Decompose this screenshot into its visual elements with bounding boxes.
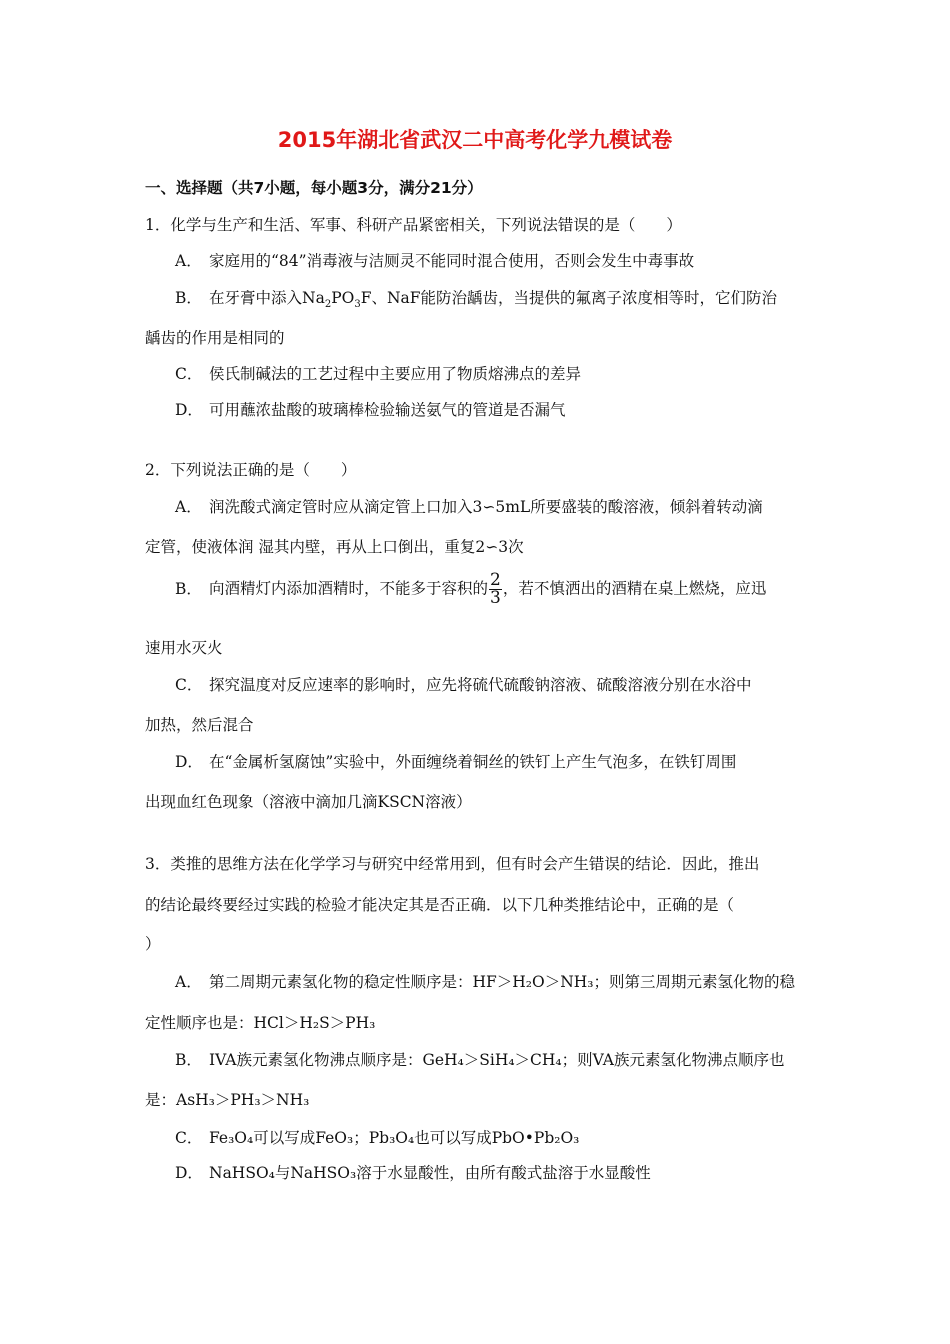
- section-heading: 一、选择题（共7小题，每小题3分，满分21分）: [145, 179, 483, 197]
- option-letter: D．: [175, 401, 203, 419]
- option-letter: A．: [175, 252, 202, 270]
- q2-option-a-text: 润洗酸式滴定管时应从滴定管上口加入3∽5mL所要盛装的酸溶液，倾斜着转动滴: [209, 498, 763, 516]
- q2-option-b-text-1: 向酒精灯内添加酒精时，不能多于容积的: [209, 579, 489, 598]
- option-letter: C．: [175, 676, 203, 694]
- q1-option-b-text-3: F、NaF能防治龋齿，当提供的氟离子浓度相等时，它们防治: [360, 289, 778, 307]
- subscript: 3: [354, 299, 361, 311]
- q3-option-c: [175, 1126, 579, 1148]
- q3-option-b-text: IVA族元素氢化物沸点顺序是：GeH₄＞SiH₄＞CH₄；则VA族元素氢化物沸点顺序也: [209, 1051, 785, 1069]
- q3-stem-1: 3．类推的思维方法在化学学习与研究中经常用到，但有时会产生错误的结论．因此，推出: [145, 855, 760, 873]
- q1-option-d-text: 可用蘸浓盐酸的玻璃棒检验输送氨气的管道是否漏气: [209, 401, 566, 419]
- q1-option-c-text: 侯氏制碱法的工艺过程中主要应用了物质熔沸点的差异: [209, 365, 582, 383]
- q3-option-b-cont: 是：AsH₃＞PH₃＞NH₃: [145, 1091, 310, 1109]
- q3-option-a-text: 第二周期元素氢化物的稳定性顺序是：HF＞H₂O＞NH₃；则第三周期元素氢化物的稳: [209, 973, 796, 991]
- q2-option-d-cont: 出现血红色现象（溶液中滴加几滴KSCN溶液）: [145, 793, 472, 811]
- q2-option-b-text-2: ，若不慎洒出的酒精在桌上燃烧，应迅: [502, 579, 767, 598]
- page-title: 2015年湖北省武汉二中高考化学九模试卷: [277, 128, 673, 152]
- fraction-denominator: 3: [490, 588, 501, 608]
- option-letter: C．: [175, 365, 203, 383]
- q3-stem-2: 的结论最终要经过实践的检验才能决定其是否正确．以下几种类推结论中，正确的是（: [145, 896, 735, 914]
- q2-stem: 2．下列说法正确的是（ ）: [145, 461, 357, 479]
- q1-option-a-text: 家庭用的“84”消毒液与洁厕灵不能同时混合使用，否则会发生中毒事故: [209, 252, 695, 270]
- q1-option-c: [175, 362, 581, 384]
- option-letter: D．: [175, 1164, 203, 1182]
- subscript: 2: [324, 299, 332, 311]
- option-letter: B．: [175, 289, 202, 307]
- q2-option-c: [175, 673, 752, 695]
- q1-option-b: [175, 286, 777, 310]
- q3-option-a-cont: 定性顺序也是：HCl＞H₂S＞PH₃: [145, 1014, 376, 1032]
- q3-stem-3: ）: [145, 935, 161, 953]
- fraction-numerator: 2: [490, 570, 501, 590]
- q2-option-d-text: 在“金属析氢腐蚀”实验中，外面缠绕着铜丝的铁钉上产生气泡多，在铁钉周围: [209, 753, 737, 771]
- fraction: [489, 572, 502, 607]
- q2-option-c-cont: 加热，然后混合: [145, 716, 254, 734]
- q1-option-b-cont: 龋齿的作用是相同的: [145, 329, 285, 347]
- q1-option-a: [175, 249, 694, 271]
- q2-option-b: [175, 572, 766, 607]
- option-letter: B．: [175, 1051, 202, 1069]
- option-letter: A．: [175, 498, 202, 516]
- option-letter: D．: [175, 753, 203, 771]
- q2-option-a: [175, 495, 763, 517]
- q2-option-a-cont: 定管，使液体润 湿其内壁，再从上口倒出，重复2∽3次: [145, 538, 524, 556]
- q3-option-a: [175, 970, 795, 992]
- q1-option-b-text-2: PO: [331, 289, 355, 307]
- q3-option-d-text: NaHSO₄与NaHSO₃溶于水显酸性，由所有酸式盐溶于水显酸性: [209, 1164, 651, 1182]
- q1-option-d: [175, 398, 566, 420]
- q3-option-d: [175, 1161, 651, 1183]
- option-letter: A．: [175, 973, 202, 991]
- q1-stem: 1．化学与生产和生活、军事、科研产品紧密相关，下列说法错误的是（ ）: [145, 216, 682, 234]
- option-letter: B．: [175, 579, 202, 598]
- option-letter: C．: [175, 1129, 203, 1147]
- q1-option-b-text-1: 在牙膏中添入Na: [209, 289, 325, 307]
- q3-option-c-text: Fe₃O₄可以写成FeO₃；Pb₃O₄也可以写成PbO•Pb₂O₃: [209, 1129, 580, 1147]
- q3-option-b: [175, 1048, 784, 1070]
- q2-option-d: [175, 750, 736, 772]
- q2-option-c-text: 探究温度对反应速率的影响时，应先将硫代硫酸钠溶液、硫酸溶液分别在水浴中: [209, 676, 752, 694]
- q2-option-b-cont: 速用水灭火: [145, 639, 223, 657]
